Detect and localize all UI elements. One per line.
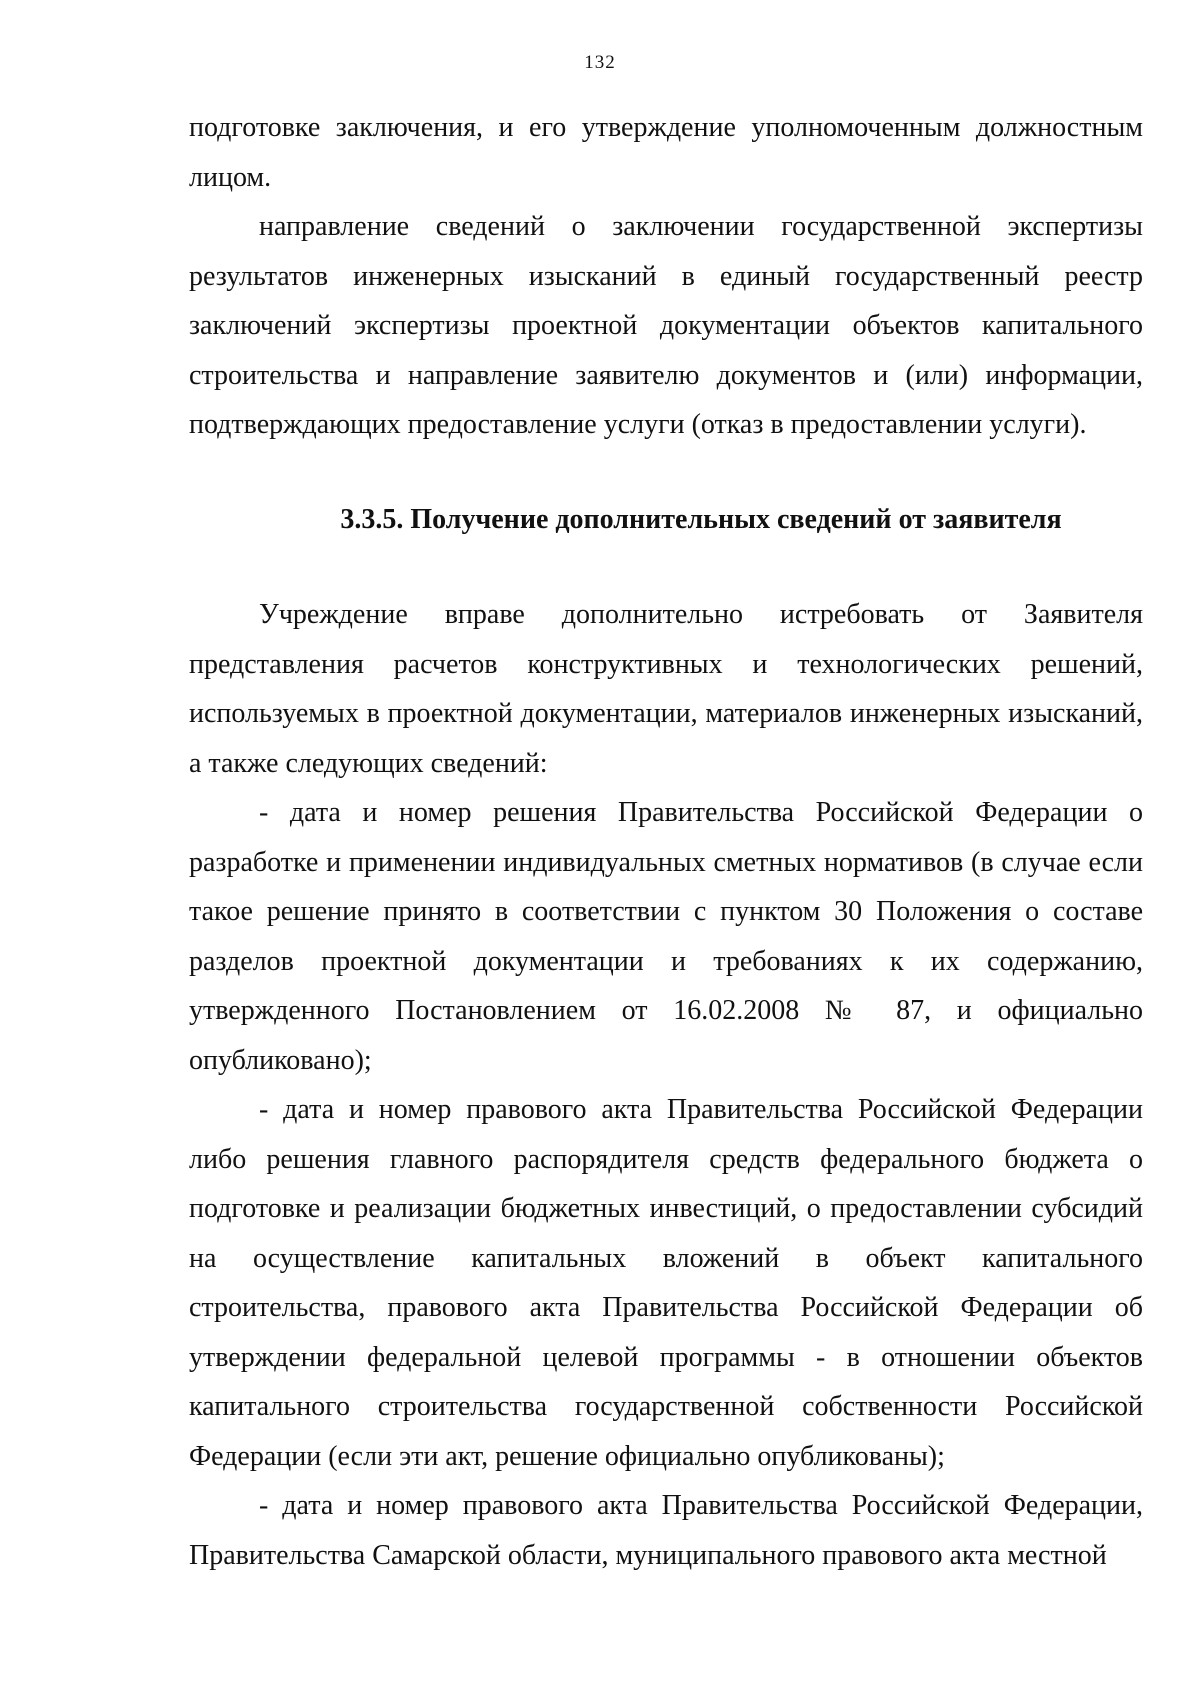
paragraph-submission-info: направление сведений о заключении государственной экспертизы результатов инженерных изысканий в единый государственный реестр заключений экспертизы проектной документации объектов капитального строительства и направление заявителю документов и (или) информации, подтверждающих предоставление услуги (отказ в предоставлении услуги). (189, 211, 1143, 440)
list-item-government-decision: - дата и номер решения Правительства Российской Федерации о разработке и применении индивидуальных сметных нормативов (в случае если такое решение принято в соответствии с пунктом 30 Положения о составе разделов проектной документации и требованиях к их содержанию, утвержденного Постановлением от 16.02.2008 № 87, и официально опубликовано); (189, 797, 1143, 1076)
page-number: 132 (584, 52, 616, 73)
list-item-legal-act-budget: - дата и номер правового акта Правительства Российской Федерации либо решения главного распорядителя средств федерального бюджета о подготовке и реализации бюджетных инвестиций, о предоставлении субсидий на осуществление капитальных вложений в объект капитального строительства, правового акта Правительства Российской Федерации об утверждении федеральной целевой программы - в отношении объектов капитального строительства государственной собственности Российской Федерации (если эти акт, решение официально опубликованы); (189, 1094, 1143, 1472)
paragraph-continuation: подготовке заключения, и его утверждение уполномоченным должностным лицом. (189, 112, 1143, 193)
list-item-legal-act-regional: - дата и номер правового акта Правительства Российской Федерации, Правительства Самарской области, муниципального правового акта местной (189, 1490, 1143, 1571)
section-heading: 3.3.5. Получение дополнительных сведений от заявителя (340, 503, 1062, 535)
paragraph-institution-right: Учреждение вправе дополнительно истребовать от Заявителя представления расчетов конструктивных и технологических решений, используемых в проектной документации, материалов инженерных изысканий, а также следующих сведений: (189, 599, 1143, 779)
document-body (189, 103, 1143, 1580)
